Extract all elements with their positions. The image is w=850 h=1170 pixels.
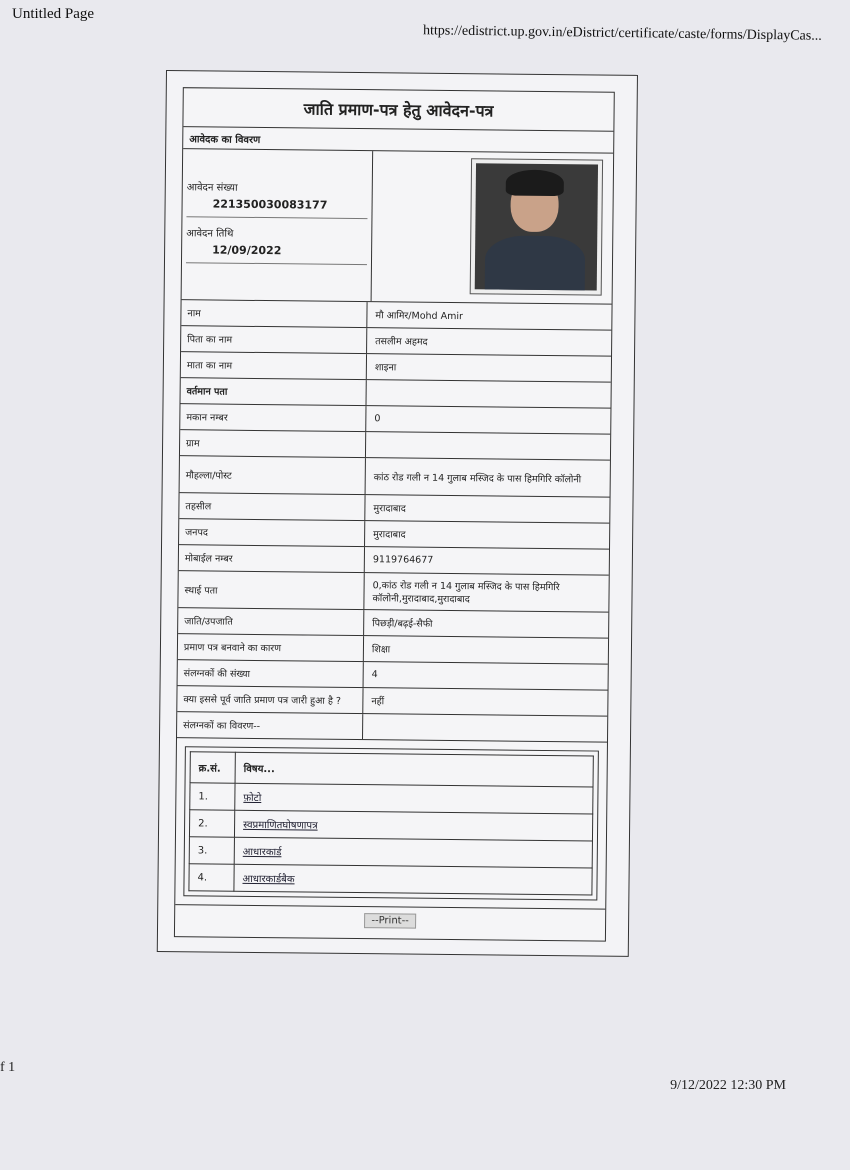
print-page-title: Untitled Page xyxy=(12,6,95,22)
attachment-link-aadhaar-back[interactable]: आधारकार्डबैक xyxy=(242,873,295,886)
attachments-header-row xyxy=(190,752,593,787)
application-info xyxy=(182,149,374,301)
detail-row-attachment-details xyxy=(177,712,607,743)
detail-label: क्या इससे पूर्व जाति प्रमाण पत्र जारी हुआ है ? xyxy=(177,686,363,713)
detail-value: मुरादाबाद xyxy=(373,529,406,541)
detail-label: संलग्नकों का विवरण-- xyxy=(177,712,363,739)
photo-cell xyxy=(372,151,614,304)
form-title: जाति प्रमाण-पत्र हेतु आवेदन-पत्र xyxy=(183,88,613,132)
detail-label: नाम xyxy=(181,300,367,327)
attachment-sn: 1. xyxy=(190,783,235,810)
detail-value xyxy=(363,714,607,742)
attachment-cell xyxy=(234,810,592,841)
detail-label: माता का नाम xyxy=(181,352,367,379)
attachment-sn: 3. xyxy=(189,837,234,864)
detail-label: वर्तमान पता xyxy=(181,378,367,405)
detail-value: कांठ रोड गली न 14 गुलाब मस्जिद के पास हिमगिरि कॉलोनी xyxy=(373,471,582,485)
attachment-cell xyxy=(234,837,592,868)
attachment-link-photo[interactable]: फ़ोटो xyxy=(243,792,262,805)
detail-value: 4 xyxy=(371,669,378,681)
detail-label: पिता का नाम xyxy=(181,326,367,353)
application-number: 221350030083177 xyxy=(186,197,367,219)
attachment-cell xyxy=(235,783,593,814)
header-sn: क्र.सं. xyxy=(190,752,235,783)
detail-value: 0,कांठ रोड गली न 14 गुलाब मस्जिद के पास हिमगिरि कॉलोनी,मुरादाबाद,मुरादाबाद xyxy=(372,580,560,606)
table-row xyxy=(189,810,592,841)
detail-value: 0 xyxy=(374,413,381,425)
detail-label: तहसील xyxy=(179,493,365,520)
print-page-number: f 1 xyxy=(0,1060,16,1075)
application-date: 12/09/2022 xyxy=(186,243,367,265)
table-row xyxy=(189,864,592,895)
detail-value: पिछड़ी/बढ़ई-सैफी xyxy=(372,618,433,630)
detail-row-permanent-address xyxy=(178,571,608,613)
attachment-sn: 4. xyxy=(189,864,234,891)
print-url: https://edistrict.up.gov.in/eDistrict/certificate/caste/forms/DisplayCas... xyxy=(423,23,823,44)
print-timestamp: 9/12/2022 12:30 PM xyxy=(670,1078,786,1093)
detail-label: मोबाईल नम्बर xyxy=(179,545,365,572)
attachment-link-aadhaar[interactable]: आधारकार्ड xyxy=(242,846,282,859)
application-info-block xyxy=(182,149,614,304)
details-table xyxy=(177,300,612,742)
detail-label: संलग्नकों की संख्या xyxy=(178,660,364,687)
detail-value: तसलीम अहमद xyxy=(375,336,428,348)
attachment-link-self-declaration[interactable]: स्वप्रमाणितघोषणापत्र xyxy=(243,819,318,832)
detail-value: 9119764677 xyxy=(372,554,434,566)
header-subject: विषय... xyxy=(235,752,593,787)
application-date-label: आवेदन तिथि xyxy=(186,228,234,240)
caste-certificate-form xyxy=(174,87,615,941)
detail-label: जनपद xyxy=(179,519,365,546)
applicant-photo xyxy=(475,163,598,290)
detail-label: स्थाई पता xyxy=(178,571,364,609)
section-heading: आवेदक का विवरण xyxy=(183,127,613,154)
attachments-table xyxy=(188,751,593,895)
detail-label: ग्राम xyxy=(180,430,366,457)
detail-label: मकान नम्बर xyxy=(180,404,366,431)
attachment-cell xyxy=(234,864,592,895)
detail-label: जाति/उपजाति xyxy=(178,608,364,635)
print-row xyxy=(175,904,605,936)
detail-label: प्रमाण पत्र बनवाने का कारण xyxy=(178,634,364,661)
detail-value: नहीं xyxy=(371,696,385,708)
detail-value xyxy=(366,432,610,460)
detail-value: शिक्षा xyxy=(371,644,391,656)
print-button[interactable]: --Print-- xyxy=(364,913,416,929)
table-row xyxy=(189,837,592,868)
attachments-box xyxy=(183,746,599,900)
attachment-sn: 2. xyxy=(189,810,234,837)
detail-label: मौहल्ला/पोस्ट xyxy=(180,456,366,494)
application-number-label: आवेदन संख्या xyxy=(186,182,238,194)
detail-value xyxy=(367,380,611,408)
applicant-photo-frame xyxy=(470,158,603,295)
detail-row-locality xyxy=(180,456,610,498)
table-row xyxy=(190,783,593,814)
form-outer-frame xyxy=(157,70,638,957)
detail-value: मौ आमिर/Mohd Amir xyxy=(375,310,463,323)
detail-value: मुरादाबाद xyxy=(373,503,406,515)
detail-value: शाइना xyxy=(374,362,397,374)
